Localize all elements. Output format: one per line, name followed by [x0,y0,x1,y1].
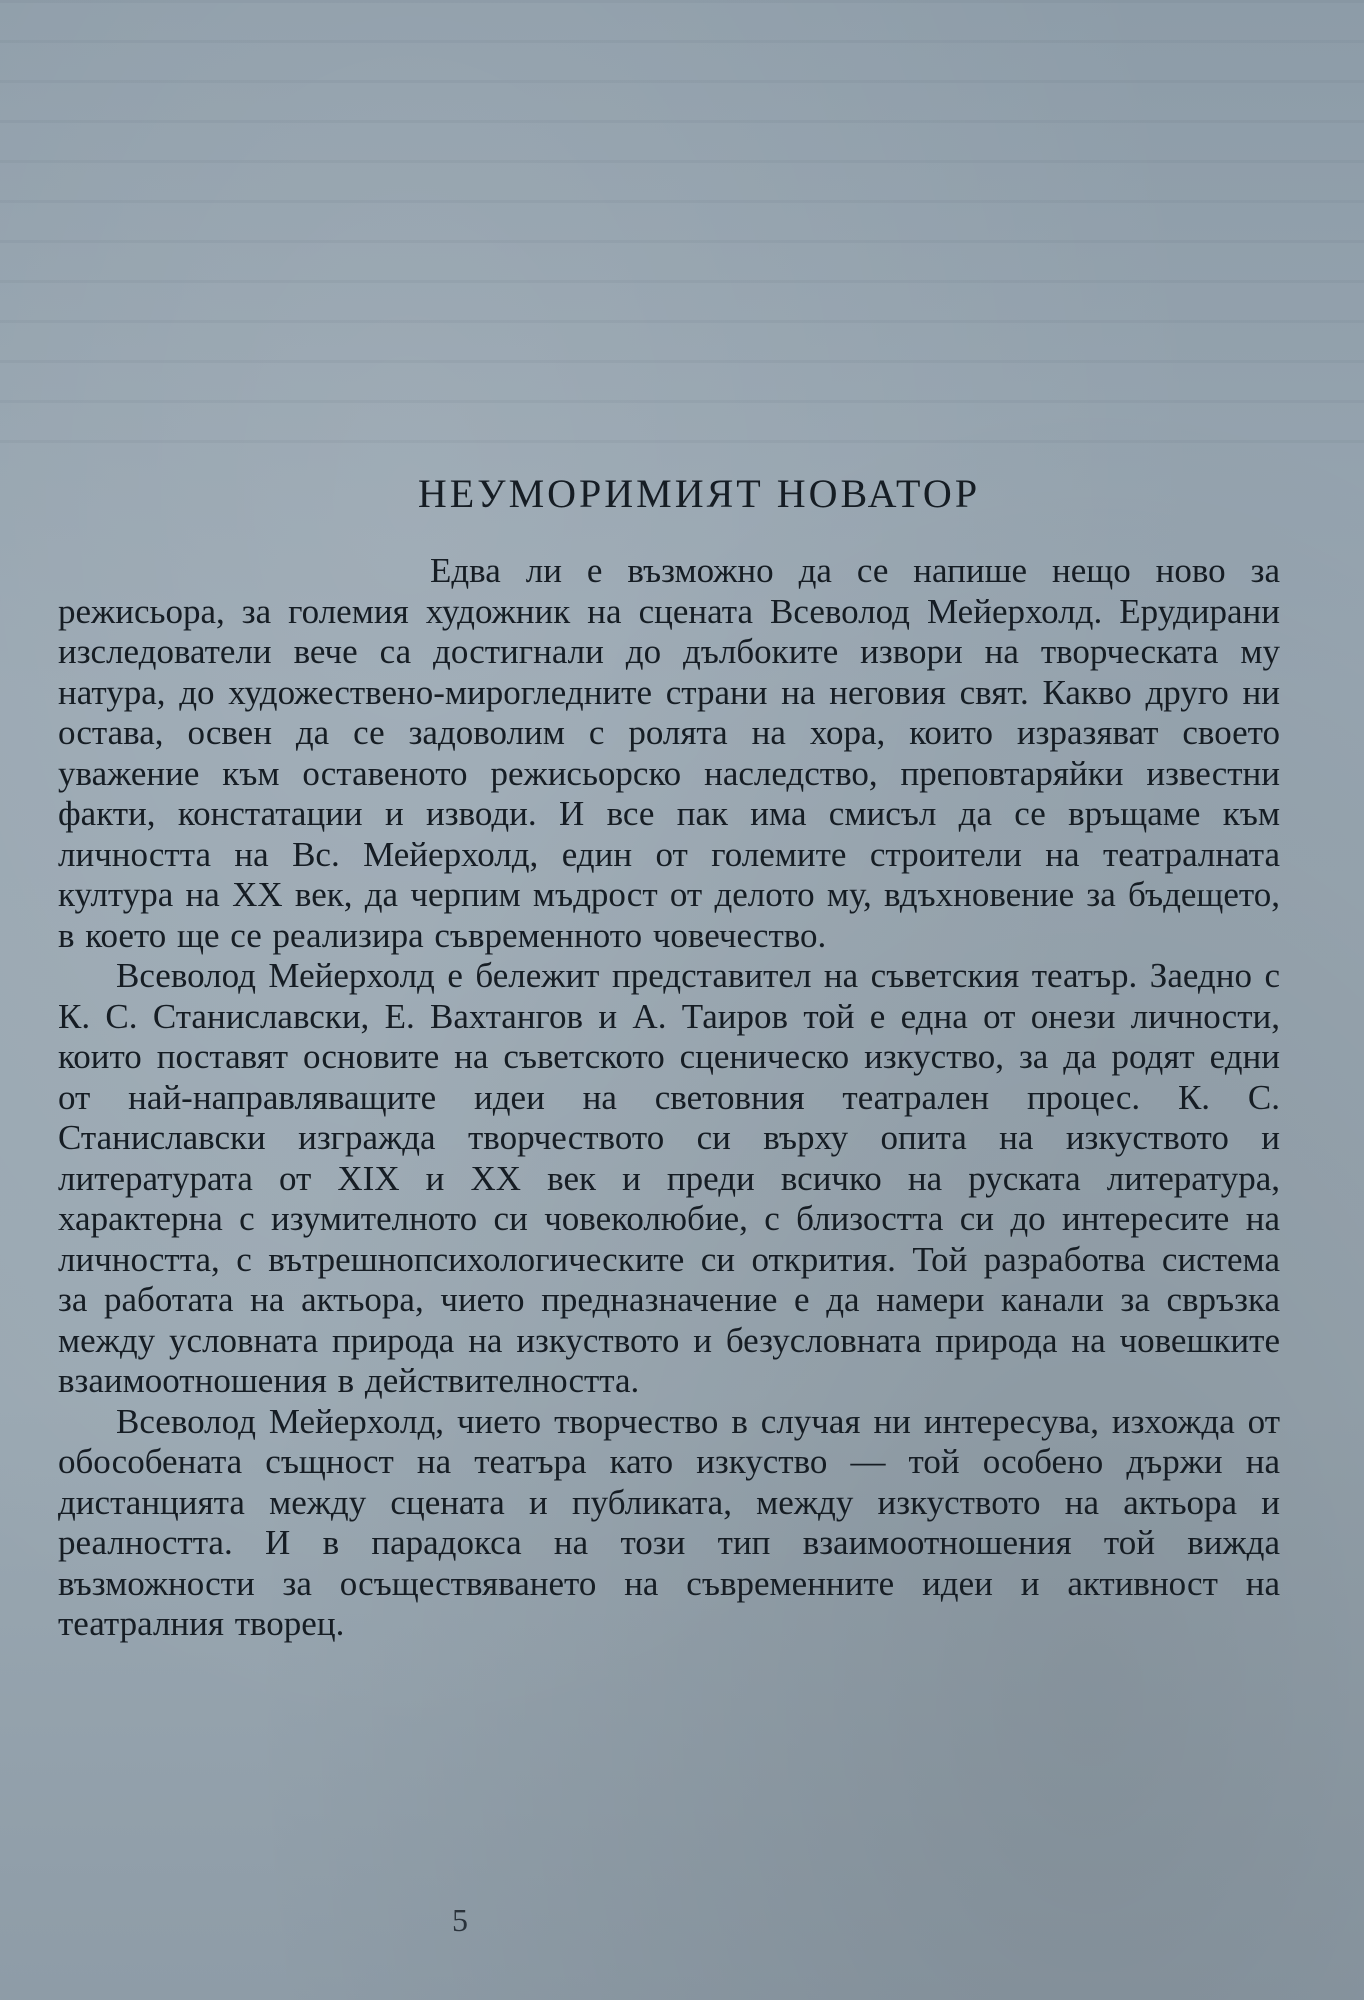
paragraph-3: Всеволод Мейерхолд, чието творчество в случая ни интересува, изхожда от обособената същност на театъра като изкуство — той особено държи на дистанцията между сцената и публиката, между изкуството на актьора и реалността. И в парадокса на този тип взаимоотношения той вижда възможности за осъществяването на съвременните идеи и активност на театралния творец. [58,1401,1280,1643]
show-through-text-area [0,0,1364,460]
paragraph-2: Всеволод Мейерхолд е бележит представител на съветския театър. Заедно с К. С. Станиславски, Е. Вахтангов и А. Таиров той е една от онези личности, които поставят основите на съветското сценическо изкуство, за да родят едни от най-направляващите идеи на световния театрален процес. К. С. Станиславски изгражда творчеството си върху опита на изкуството и литературата от XIX и XX век и преди всичко на руската литература, характерна с изумителното си човеколюбие, с близостта си до интересите на личността, с вътрешнопсихологическите си открития. Той разработва система за работата на актьора, чието предназначение е да намери канали за свръзка между условната природа на изкуството и безусловната природа на човешките взаимоотношения в действителността. [58,956,1280,1400]
text-block [58,470,1280,1645]
paragraph-1: Едва ли е възможно да се напише нещо ново за режисьора, за големия художник на сцената Всеволод Мейерхолд. Ерудирани изследователи вече са достигнали до дълбоките извори на творческата му натура, до художествено-мирогледните страни на неговия свят. Какво друго ни остава, освен да се задоволим с ролята на хора, които изразяват своето уважение към оставеното режисьорско наследство, преповтаряйки известни факти, констатации и изводи. И все пак има смисъл да се връщаме към личността на Вс. Мейерхолд, един от големите строители на театралната култура на XX век, да черпим мъдрост от делото му, вдъхновение за бъдещето, в което ще се реализира съвременното човечество. [58,551,1280,955]
page-number: 5 [452,1902,468,1938]
chapter-title: НЕУМОРИМИЯТ НОВАТОР [417,471,981,516]
